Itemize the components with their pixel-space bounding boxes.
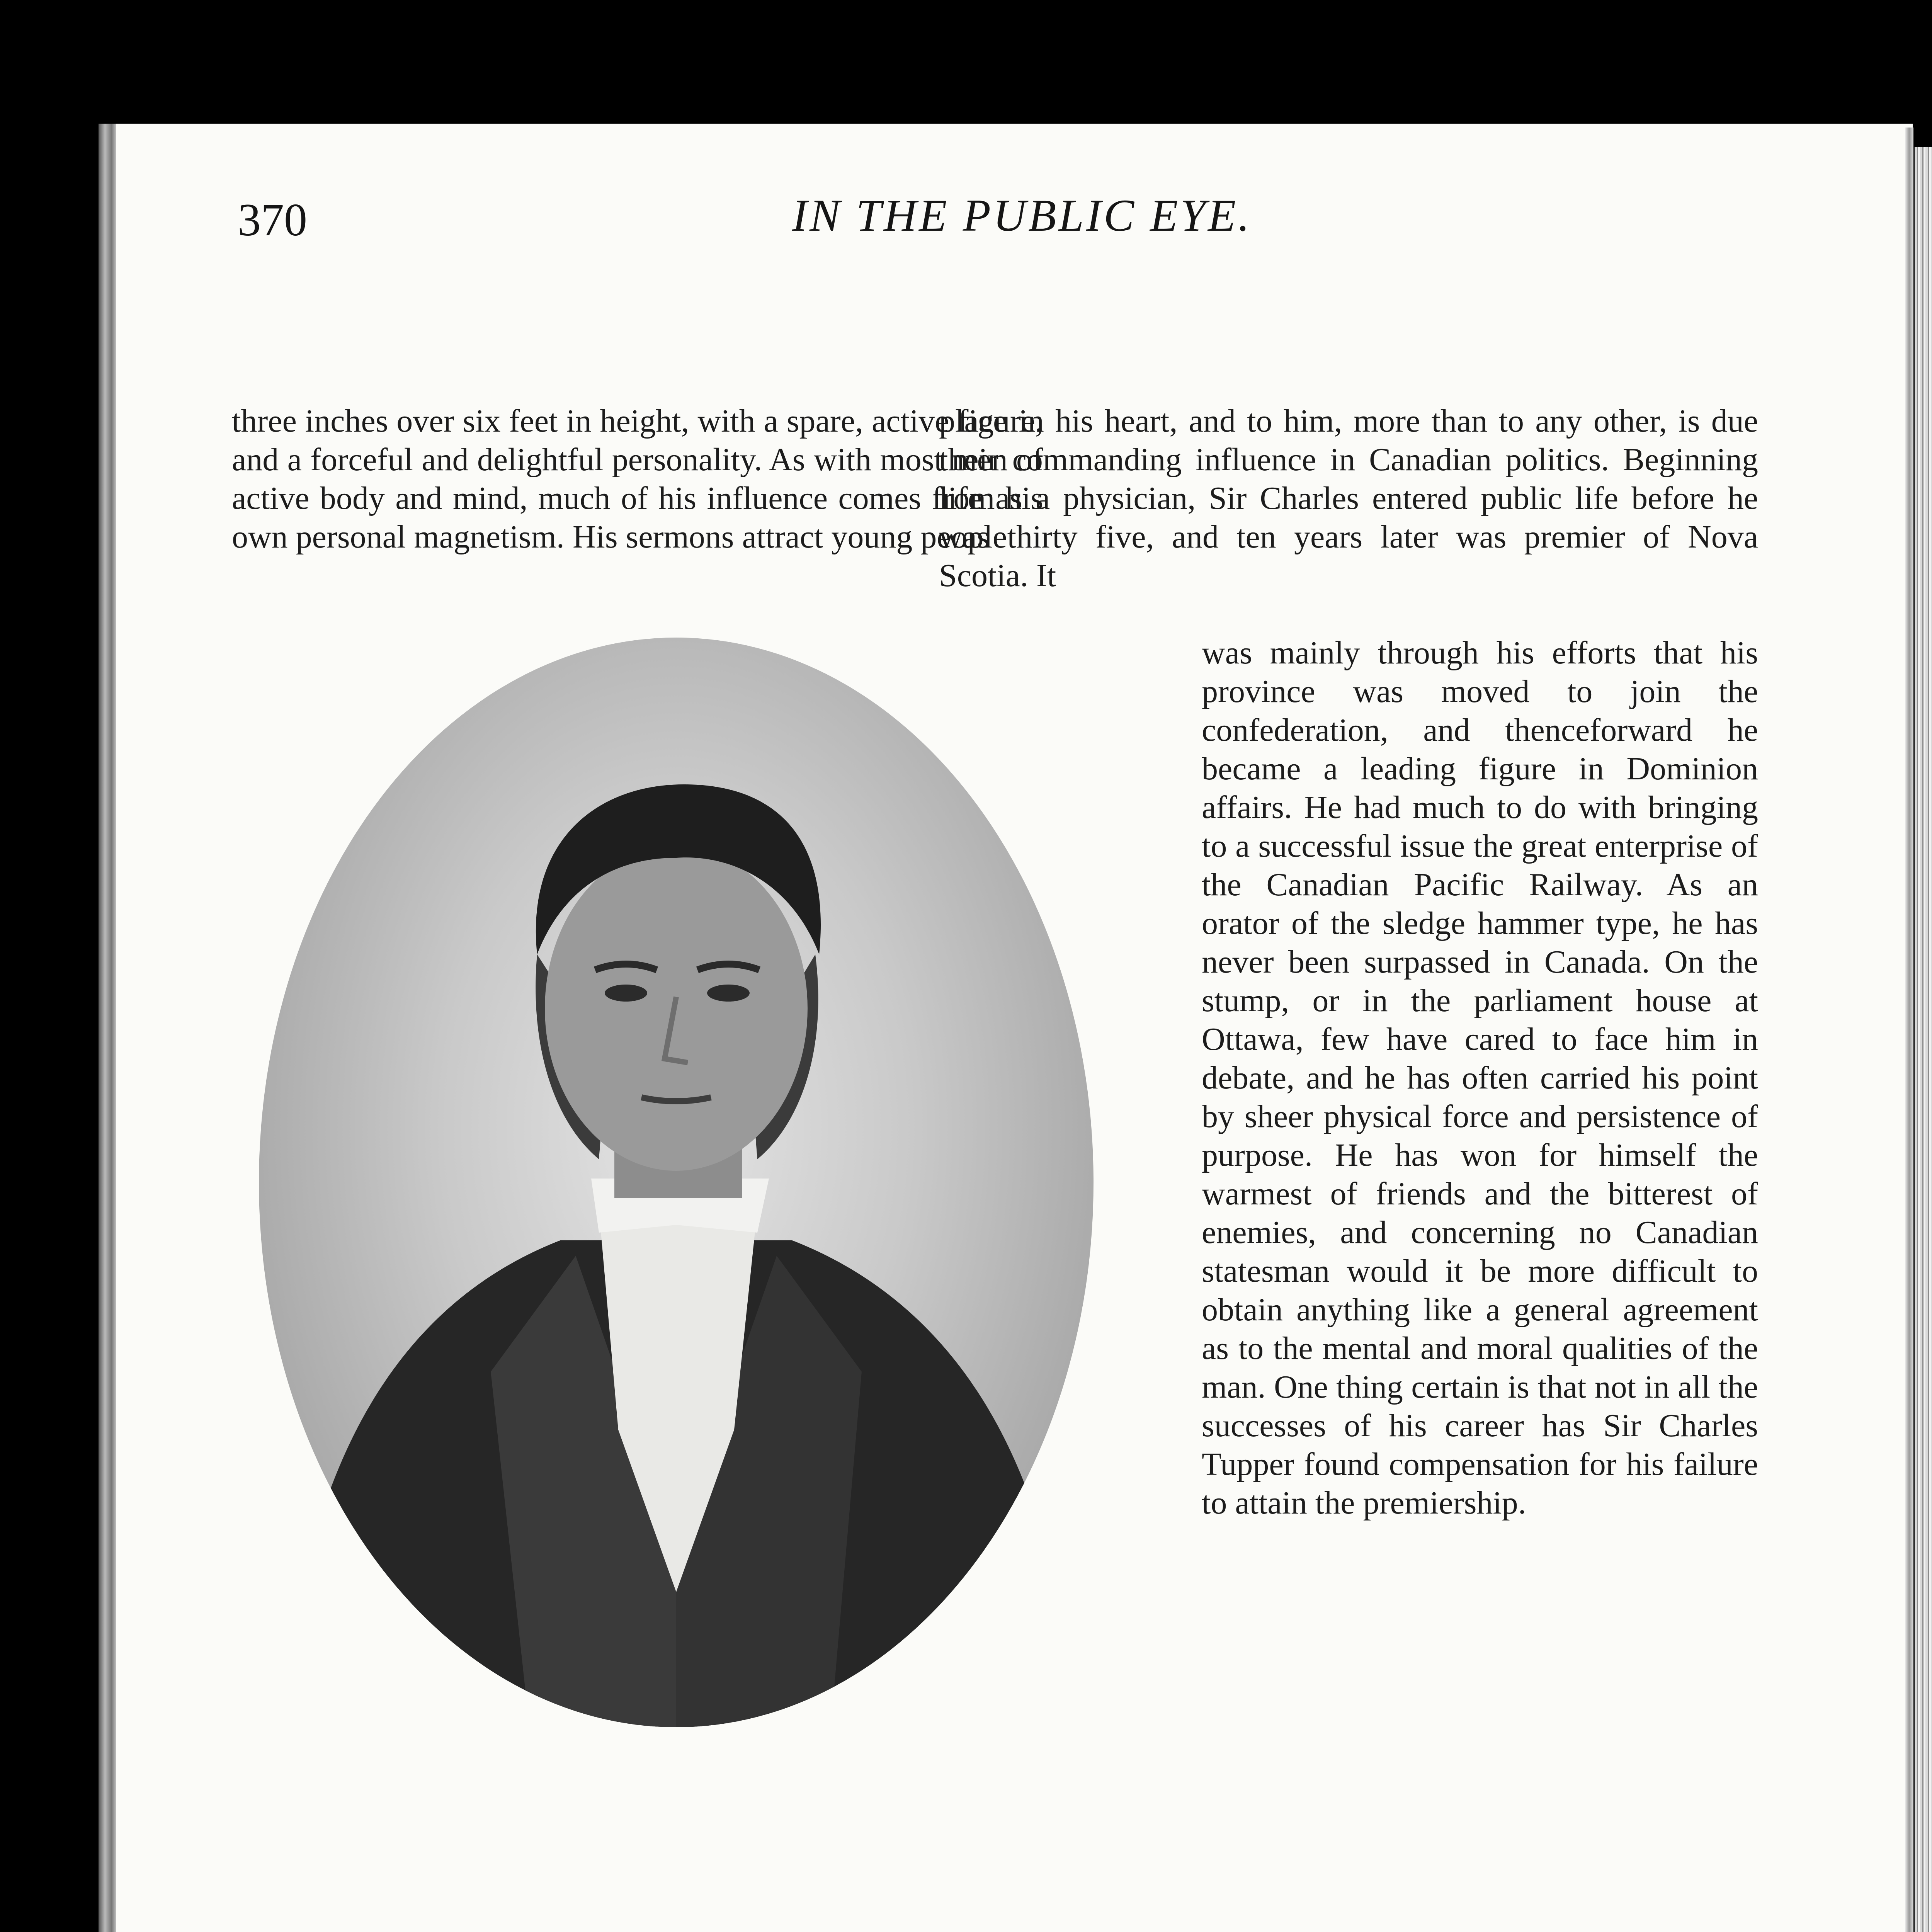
left-paragraph-1: three inches over six feet in height, with a spare, active figure, and a forceful and delightful personality. As with most men of active body and mind, much of his influence comes from his own personal magnetism. His sermons attract young people: [232, 403, 1043, 555]
portrait-figure-icon: [259, 638, 1094, 1727]
page-number: 370: [238, 194, 307, 245]
page-edge: [1905, 128, 1913, 1932]
book-spine: [99, 124, 117, 1932]
right-paragraph-1: place in his heart, and to him, more than to any other, is due their commanding influence in Canadian politics. Beginning life as a physician, Sir Charles entered public life before he was thirty five, and ten years later was premier of Nova Scotia. It: [939, 403, 1758, 594]
portrait-photo: [259, 638, 1094, 1727]
running-head: IN THE PUBLIC EYE.: [792, 190, 1252, 241]
next-pages-edge: [1915, 147, 1932, 1932]
right-paragraph-1-continued: was mainly through his efforts that his province was moved to join the confederation, and thenceforward he became a leading figure in Dominion affairs. He had much to do with bringing to a successful issue the great enterprise of the Canadian Pacific Railway. As an orator of the sledge hammer type, he has never been surpassed in Canada. On the stump, or in the parliament house at Ottawa, few have cared to face him in debate, and he has often carried his point by sheer physical force and persistence of purpose. He has won for himself the warmest of friends and the bitterest of enemies, and concerning no Canadian statesman would it be more difficult to obtain anything like a general agreement as to the mental and moral qualities of the man. One thing certain is that not in all the successes of his career has Sir Charles Tupper found compensation for his failure to attain the premiership.: [1202, 635, 1758, 1521]
